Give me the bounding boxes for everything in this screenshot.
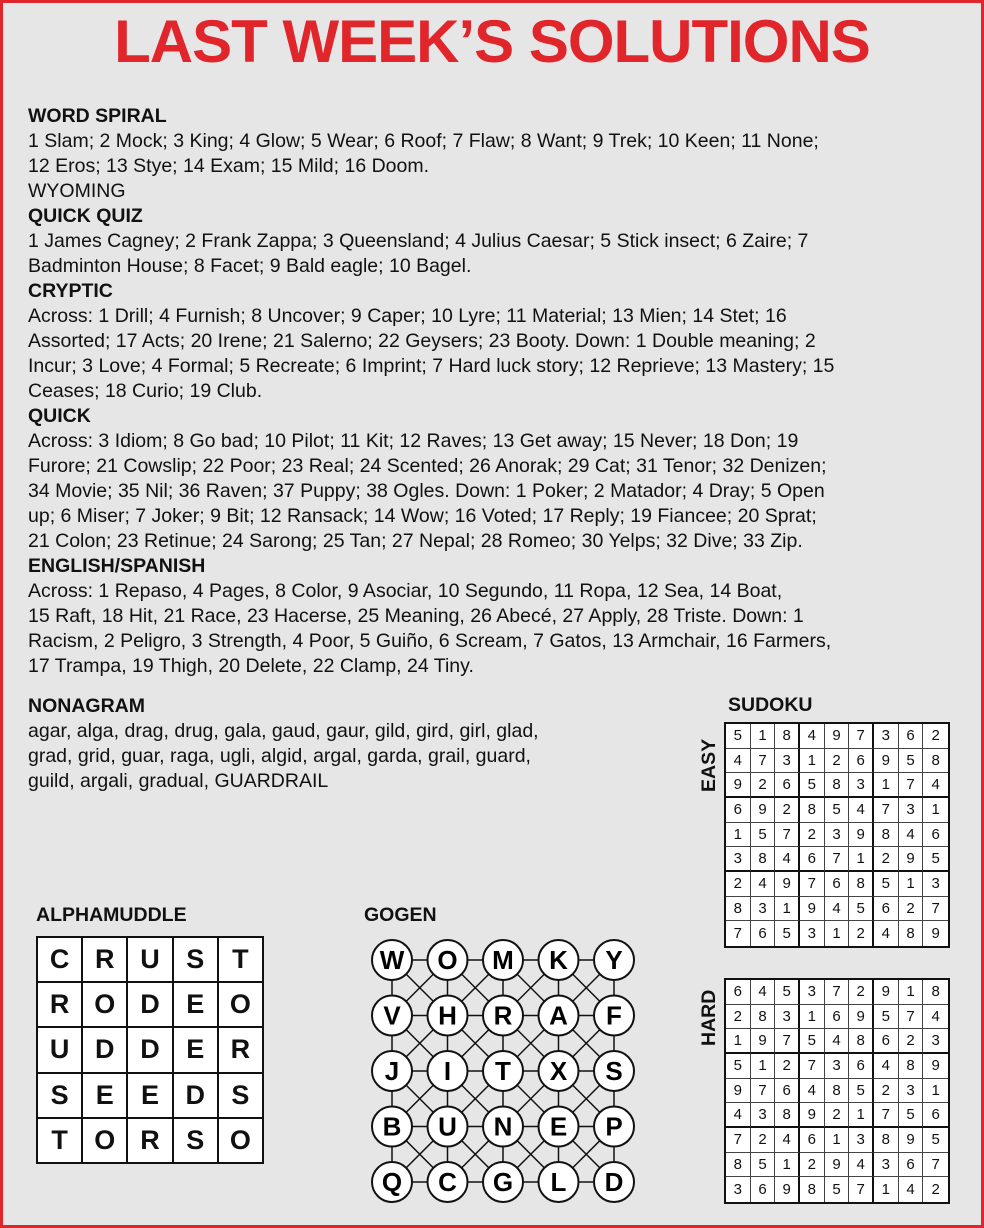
sudoku-easy-cell: 3 bbox=[874, 724, 899, 749]
sudoku-easy-cell: 7 bbox=[923, 897, 948, 922]
gogen-letter: H bbox=[438, 1000, 457, 1031]
sudoku-hard-cell: 3 bbox=[751, 1103, 776, 1128]
sudoku-hard-cell: 5 bbox=[800, 1029, 825, 1054]
sudoku-easy-cell: 6 bbox=[923, 823, 948, 848]
sudoku-hard-cell: 7 bbox=[751, 1079, 776, 1104]
alphamuddle-cell: T bbox=[37, 1118, 82, 1163]
section-line: Ceases; 18 Curio; 19 Club. bbox=[28, 380, 263, 402]
section-heading: QUICK QUIZ bbox=[28, 205, 143, 227]
sudoku-hard-cell: 8 bbox=[726, 1153, 751, 1178]
sudoku-easy-cell: 4 bbox=[800, 724, 825, 749]
sudoku-easy-cell: 3 bbox=[726, 847, 751, 872]
sudoku-easy-cell: 4 bbox=[726, 749, 751, 774]
sudoku-easy-cell: 3 bbox=[849, 773, 874, 798]
sudoku-easy-label: EASY bbox=[698, 738, 720, 792]
sudoku-easy-cell: 2 bbox=[726, 872, 751, 897]
sudoku-easy-cell: 8 bbox=[825, 773, 850, 798]
sudoku-easy-cell: 7 bbox=[874, 798, 899, 823]
section-line: Racism, 2 Peligro, 3 Strength, 4 Poor, 5 Guiño, 6 Scream, 7 Gatos, 13 Armchair, 16 Farmers, bbox=[28, 630, 832, 652]
page-title: LAST WEEK’S SOLUTIONS bbox=[114, 8, 870, 75]
sudoku-hard-cell: 3 bbox=[775, 1005, 800, 1030]
section-line: Across: 3 Idiom; 8 Go bad; 10 Pilot; 11 Kit; 12 Raves; 13 Get away; 15 Never; 18 Don; 19 bbox=[28, 430, 799, 452]
sudoku-easy-cell: 8 bbox=[923, 749, 948, 774]
sudoku-hard-cell: 9 bbox=[726, 1079, 751, 1104]
sudoku-easy-cell: 5 bbox=[751, 823, 776, 848]
sudoku-easy-cell: 8 bbox=[899, 921, 924, 946]
section-heading: WORD SPIRAL bbox=[28, 105, 167, 127]
sudoku-hard-cell: 7 bbox=[899, 1005, 924, 1030]
sudoku-easy-cell: 8 bbox=[800, 798, 825, 823]
alphamuddle-cell: S bbox=[173, 937, 218, 982]
nonagram-line: grad, grid, guar, raga, ugli, algid, argal, garda, grail, guard, bbox=[28, 745, 531, 767]
section-line: 15 Raft, 18 Hit, 21 Race, 23 Hacerse, 25 Meaning, 26 Abecé, 27 Apply, 28 Triste. Down: 1 bbox=[28, 605, 804, 627]
sudoku-easy-cell: 7 bbox=[800, 872, 825, 897]
sudoku-hard-cell: 3 bbox=[923, 1029, 948, 1054]
sudoku-easy-cell: 4 bbox=[874, 921, 899, 946]
gogen-letter: T bbox=[495, 1056, 511, 1086]
sudoku-easy-cell: 4 bbox=[849, 798, 874, 823]
sudoku-easy-cell: 6 bbox=[849, 749, 874, 774]
gogen-heading: GOGEN bbox=[364, 904, 437, 926]
sudoku-hard-cell: 6 bbox=[751, 1177, 776, 1202]
alphamuddle-cell: E bbox=[82, 1073, 127, 1118]
section-heading: QUICK bbox=[28, 405, 91, 427]
sudoku-hard-cell: 9 bbox=[849, 1005, 874, 1030]
gogen-letter: U bbox=[438, 1111, 457, 1142]
sudoku-easy-cell: 1 bbox=[726, 823, 751, 848]
sudoku-hard-cell: 1 bbox=[751, 1054, 776, 1079]
sudoku-easy-cell: 5 bbox=[849, 897, 874, 922]
sudoku-hard-cell: 5 bbox=[726, 1054, 751, 1079]
sudoku-easy-cell: 1 bbox=[751, 724, 776, 749]
sudoku-easy-cell: 9 bbox=[825, 724, 850, 749]
sudoku-easy-cell: 1 bbox=[849, 847, 874, 872]
solutions-text bbox=[28, 104, 958, 679]
gogen-letter: X bbox=[549, 1056, 568, 1086]
sudoku-hard-cell: 8 bbox=[874, 1128, 899, 1153]
sudoku-easy-cell: 5 bbox=[923, 847, 948, 872]
sudoku-easy-cell: 1 bbox=[874, 773, 899, 798]
sudoku-hard-cell: 4 bbox=[899, 1177, 924, 1202]
sudoku-hard-cell: 4 bbox=[849, 1153, 874, 1178]
gogen-letter: G bbox=[492, 1167, 514, 1197]
gogen-grid bbox=[364, 930, 664, 1220]
nonagram-line: guild, argali, gradual, GUARDRAIL bbox=[28, 770, 329, 792]
sudoku-hard-cell: 9 bbox=[800, 1103, 825, 1128]
alphamuddle-cell: R bbox=[37, 982, 82, 1027]
section-line: 34 Movie; 35 Nil; 36 Raven; 37 Puppy; 38 Ogles. Down: 1 Poker; 2 Matador; 4 Dray; 5 Open bbox=[28, 480, 825, 502]
sudoku-easy-cell: 5 bbox=[726, 724, 751, 749]
section-heading: ENGLISH/SPANISH bbox=[28, 555, 206, 577]
sudoku-easy-cell: 5 bbox=[825, 798, 850, 823]
alphamuddle-cell: D bbox=[82, 1027, 127, 1072]
sudoku-easy-cell: 6 bbox=[899, 724, 924, 749]
sudoku-easy-cell: 1 bbox=[825, 921, 850, 946]
sudoku-hard-cell: 1 bbox=[825, 1128, 850, 1153]
alphamuddle-cell: S bbox=[173, 1118, 218, 1163]
alphamuddle-cell: D bbox=[127, 1027, 172, 1072]
section-line: Across: 1 Repaso, 4 Pages, 8 Color, 9 Asociar, 10 Segundo, 11 Ropa, 12 Sea, 14 Boat, bbox=[28, 580, 783, 602]
section-line: Incur; 3 Love; 4 Formal; 5 Recreate; 6 Imprint; 7 Hard luck story; 12 Reprieve; 13 Mastery; 15 bbox=[28, 355, 835, 377]
alphamuddle-cell: O bbox=[218, 1118, 263, 1163]
sudoku-easy-cell: 7 bbox=[849, 724, 874, 749]
sudoku-easy-cell: 5 bbox=[899, 749, 924, 774]
sudoku-hard-cell: 7 bbox=[800, 1054, 825, 1079]
sudoku-hard-cell: 3 bbox=[726, 1177, 751, 1202]
sudoku-hard-cell: 8 bbox=[899, 1054, 924, 1079]
sudoku-easy-cell: 1 bbox=[899, 872, 924, 897]
alphamuddle-cell: D bbox=[173, 1073, 218, 1118]
sudoku-hard-cell: 7 bbox=[726, 1128, 751, 1153]
sudoku-easy-cell: 8 bbox=[775, 724, 800, 749]
sudoku-hard-cell: 2 bbox=[849, 980, 874, 1005]
sudoku-easy-cell: 2 bbox=[923, 724, 948, 749]
alphamuddle-grid bbox=[36, 936, 264, 1164]
sudoku-hard-cell: 4 bbox=[825, 1029, 850, 1054]
sudoku-hard-cell: 3 bbox=[825, 1054, 850, 1079]
sudoku-easy-cell: 9 bbox=[849, 823, 874, 848]
sudoku-easy-cell: 8 bbox=[849, 872, 874, 897]
sudoku-hard-cell: 6 bbox=[923, 1103, 948, 1128]
sudoku-hard-cell: 1 bbox=[874, 1177, 899, 1202]
gogen-letter: P bbox=[605, 1111, 623, 1142]
sudoku-easy-cell: 9 bbox=[874, 749, 899, 774]
sudoku-easy-cell: 8 bbox=[751, 847, 776, 872]
sudoku-easy-cell: 2 bbox=[849, 921, 874, 946]
sudoku-hard-cell: 3 bbox=[874, 1153, 899, 1178]
alphamuddle-cell: S bbox=[218, 1073, 263, 1118]
gogen-letter: M bbox=[492, 945, 514, 975]
section-line: Assorted; 17 Acts; 20 Irene; 21 Salerno; 22 Geysers; 23 Booty. Down: 1 Double meaning; 2 bbox=[28, 330, 816, 352]
section-line: 21 Colon; 23 Retinue; 24 Sarong; 25 Tan; 27 Nepal; 28 Romeo; 30 Yelps; 32 Dive; 33 Zip. bbox=[28, 530, 803, 552]
sudoku-easy-cell: 2 bbox=[775, 798, 800, 823]
alphamuddle-heading: ALPHAMUDDLE bbox=[36, 904, 187, 926]
sudoku-easy-grid bbox=[724, 722, 950, 948]
gogen-letter: O bbox=[437, 945, 458, 975]
alphamuddle-cell: T bbox=[218, 937, 263, 982]
gogen-letter: V bbox=[383, 1000, 401, 1031]
sudoku-easy-cell: 9 bbox=[931, 925, 940, 943]
sudoku-easy-cell: 3 bbox=[899, 798, 924, 823]
alphamuddle-cell: O bbox=[218, 982, 263, 1027]
sudoku-hard-cell: 3 bbox=[800, 980, 825, 1005]
section-line: Badminton House; 8 Facet; 9 Bald eagle; 10 Bagel. bbox=[28, 255, 472, 277]
sudoku-hard-cell: 8 bbox=[751, 1005, 776, 1030]
sudoku-easy-cell: 2 bbox=[825, 749, 850, 774]
sudoku-hard-cell: 5 bbox=[775, 980, 800, 1005]
sudoku-easy-cell: 4 bbox=[899, 823, 924, 848]
sudoku-easy-cell: 4 bbox=[775, 847, 800, 872]
gogen-letter: R bbox=[493, 1000, 513, 1031]
section-line: Furore; 21 Cowslip; 22 Poor; 23 Real; 24 Scented; 26 Anorak; 29 Cat; 31 Tenor; 32 Denizen; bbox=[28, 455, 827, 477]
gogen-letter: E bbox=[549, 1111, 568, 1142]
sudoku-hard-cell: 8 bbox=[800, 1177, 825, 1202]
sudoku-easy-cell: 4 bbox=[825, 897, 850, 922]
sudoku-easy-cell: 7 bbox=[825, 847, 850, 872]
alphamuddle-cell: R bbox=[127, 1118, 172, 1163]
sudoku-hard-cell: 2 bbox=[800, 1153, 825, 1178]
section-line: WYOMING bbox=[28, 180, 126, 202]
gogen-letter: L bbox=[550, 1167, 567, 1197]
sudoku-easy-cell: 4 bbox=[751, 872, 776, 897]
sudoku-hard-cell: 3 bbox=[849, 1128, 874, 1153]
sudoku-hard-cell: 9 bbox=[874, 980, 899, 1005]
sudoku-hard-cell: 8 bbox=[775, 1103, 800, 1128]
sudoku-hard-cell: 1 bbox=[849, 1103, 874, 1128]
gogen-letter: B bbox=[382, 1111, 402, 1142]
sudoku-hard-cell: 5 bbox=[923, 1128, 948, 1153]
gogen-letter: Y bbox=[605, 945, 623, 975]
alphamuddle-cell: E bbox=[127, 1073, 172, 1118]
sudoku-hard-cell: 6 bbox=[800, 1128, 825, 1153]
sudoku-hard-cell: 2 bbox=[751, 1128, 776, 1153]
sudoku-hard-cell: 2 bbox=[899, 1029, 924, 1054]
sudoku-hard-cell: 7 bbox=[775, 1029, 800, 1054]
sudoku-hard-cell: 9 bbox=[825, 1153, 850, 1178]
section-heading: CRYPTIC bbox=[28, 280, 113, 302]
sudoku-hard-cell: 2 bbox=[726, 1005, 751, 1030]
sudoku-heading: SUDOKU bbox=[728, 694, 813, 716]
sudoku-hard-cell: 6 bbox=[775, 1079, 800, 1104]
sudoku-easy-cell: 6 bbox=[874, 897, 899, 922]
sudoku-hard-cell: 5 bbox=[751, 1153, 776, 1178]
sudoku-hard-cell: 5 bbox=[874, 1005, 899, 1030]
sudoku-hard-cell: 7 bbox=[874, 1103, 899, 1128]
sudoku-easy-cell: 7 bbox=[775, 823, 800, 848]
sudoku-hard-cell: 9 bbox=[923, 1054, 948, 1079]
sudoku-hard-cell: 4 bbox=[800, 1079, 825, 1104]
sudoku-hard-cell: 4 bbox=[751, 980, 776, 1005]
sudoku-easy-cell: 9 bbox=[800, 897, 825, 922]
sudoku-easy-cell: 2 bbox=[874, 847, 899, 872]
section-line: 1 James Cagney; 2 Frank Zappa; 3 Queensland; 4 Julius Caesar; 5 Stick insect; 6 Zaire; 7 bbox=[28, 230, 809, 252]
sudoku-hard-cell: 9 bbox=[899, 1128, 924, 1153]
alphamuddle-cell: O bbox=[82, 982, 127, 1027]
sudoku-hard-cell: 2 bbox=[825, 1103, 850, 1128]
sudoku-hard-cell: 1 bbox=[726, 1029, 751, 1054]
sudoku-easy-cell: 6 bbox=[726, 798, 751, 823]
sudoku-hard-cell: 7 bbox=[923, 1153, 948, 1178]
sudoku-hard-cell: 7 bbox=[825, 980, 850, 1005]
gogen-letter: Q bbox=[381, 1167, 403, 1197]
gogen-letter: F bbox=[606, 1000, 622, 1031]
gogen-letter: A bbox=[549, 1000, 568, 1031]
alphamuddle-cell: O bbox=[82, 1118, 127, 1163]
sudoku-easy-cell: 6 bbox=[800, 847, 825, 872]
sudoku-easy-cell: 7 bbox=[726, 921, 751, 946]
sudoku-hard-cell: 4 bbox=[874, 1054, 899, 1079]
sudoku-easy-cell: 6 bbox=[825, 872, 850, 897]
sudoku-easy-cell: 9 bbox=[726, 773, 751, 798]
sudoku-easy-cell: 3 bbox=[800, 921, 825, 946]
sudoku-easy-cell: 9 bbox=[775, 872, 800, 897]
sudoku-easy-cell: 6 bbox=[775, 773, 800, 798]
sudoku-hard-grid bbox=[724, 978, 950, 1204]
sudoku-hard-cell: 1 bbox=[923, 1079, 948, 1104]
sudoku-easy-cell: 2 bbox=[800, 823, 825, 848]
alphamuddle-cell: E bbox=[173, 1027, 218, 1072]
sudoku-easy-cell: 4 bbox=[923, 773, 948, 798]
sudoku-hard-cell: 2 bbox=[775, 1054, 800, 1079]
gogen-letter: W bbox=[379, 945, 405, 975]
sudoku-hard-label: HARD bbox=[698, 989, 720, 1046]
sudoku-easy-cell: 9 bbox=[751, 798, 776, 823]
alphamuddle-cell: R bbox=[82, 937, 127, 982]
sudoku-easy-cell: 5 bbox=[775, 921, 800, 946]
sudoku-hard-cell: 6 bbox=[874, 1029, 899, 1054]
sudoku-hard-cell: 5 bbox=[825, 1177, 850, 1202]
nonagram-line: agar, alga, drag, drug, gala, gaud, gaur, gild, gird, girl, glad, bbox=[28, 720, 539, 742]
sudoku-hard-cell: 8 bbox=[923, 980, 948, 1005]
sudoku-easy-cell: 3 bbox=[825, 823, 850, 848]
gogen-letter: I bbox=[443, 1056, 452, 1086]
sudoku-easy-cell: 8 bbox=[874, 823, 899, 848]
sudoku-hard-cell: 1 bbox=[800, 1005, 825, 1030]
sudoku-easy-cell: 1 bbox=[800, 749, 825, 774]
section-line: up; 6 Miser; 7 Joker; 9 Bit; 12 Ransack; 14 Wow; 16 Voted; 17 Reply; 19 Fiancee; 20 Sprat; bbox=[28, 505, 817, 527]
sudoku-hard-cell: 1 bbox=[775, 1153, 800, 1178]
sudoku-hard-cell: 3 bbox=[899, 1079, 924, 1104]
sudoku-hard-cell: 6 bbox=[726, 980, 751, 1005]
section-line: 17 Trampa, 19 Thigh, 20 Delete, 22 Clamp, 24 Tiny. bbox=[28, 655, 474, 677]
alphamuddle-cell: R bbox=[218, 1027, 263, 1072]
sudoku-easy-cell: 7 bbox=[751, 749, 776, 774]
sudoku-hard-cell: 4 bbox=[923, 1005, 948, 1030]
alphamuddle-cell: S bbox=[37, 1073, 82, 1118]
sudoku-easy-cell: 7 bbox=[899, 773, 924, 798]
alphamuddle-cell: U bbox=[127, 937, 172, 982]
sudoku-hard-cell: 2 bbox=[874, 1079, 899, 1104]
nonagram-section bbox=[28, 694, 648, 794]
sudoku-easy-cell: 3 bbox=[923, 872, 948, 897]
nonagram-heading: NONAGRAM bbox=[28, 695, 145, 717]
sudoku-hard-cell: 9 bbox=[775, 1177, 800, 1202]
sudoku-hard-cell: 8 bbox=[849, 1029, 874, 1054]
alphamuddle-cell: U bbox=[37, 1027, 82, 1072]
sudoku-easy-cell: 5 bbox=[800, 773, 825, 798]
sudoku-easy-cell: 3 bbox=[775, 749, 800, 774]
sudoku-hard-cell: 9 bbox=[751, 1029, 776, 1054]
alphamuddle-cell: D bbox=[127, 982, 172, 1027]
sudoku-easy-cell: 3 bbox=[751, 897, 776, 922]
section-line: 1 Slam; 2 Mock; 3 King; 4 Glow; 5 Wear; 6 Roof; 7 Flaw; 8 Want; 9 Trek; 10 Keen; 11 None; bbox=[28, 130, 819, 152]
sudoku-hard-cell: 5 bbox=[899, 1103, 924, 1128]
sudoku-easy-cell: 9 bbox=[899, 847, 924, 872]
gogen-letter: D bbox=[604, 1167, 624, 1197]
alphamuddle-cell: E bbox=[173, 982, 218, 1027]
sudoku-easy-cell: 5 bbox=[874, 872, 899, 897]
sudoku-hard-cell: 5 bbox=[849, 1079, 874, 1104]
gogen-letter: S bbox=[605, 1056, 623, 1086]
sudoku-hard-cell: 6 bbox=[825, 1005, 850, 1030]
sudoku-easy-cell: 6 bbox=[751, 921, 776, 946]
sudoku-hard-cell: 7 bbox=[849, 1177, 874, 1202]
sudoku-hard-cell: 8 bbox=[825, 1079, 850, 1104]
sudoku-easy-cell: 8 bbox=[726, 897, 751, 922]
section-line: Across: 1 Drill; 4 Furnish; 8 Uncover; 9 Caper; 10 Lyre; 11 Material; 13 Mien; 14 Stet; 16 bbox=[28, 305, 787, 327]
gogen-letter: C bbox=[438, 1167, 457, 1197]
alphamuddle-cell: C bbox=[37, 937, 82, 982]
sudoku-hard-cell: 2 bbox=[931, 1181, 940, 1199]
sudoku-hard-cell: 1 bbox=[899, 980, 924, 1005]
sudoku-hard-cell: 6 bbox=[899, 1153, 924, 1178]
sudoku-easy-cell: 1 bbox=[923, 798, 948, 823]
sudoku-hard-cell: 6 bbox=[849, 1054, 874, 1079]
sudoku-hard-cell: 4 bbox=[726, 1103, 751, 1128]
gogen-letter: J bbox=[384, 1056, 400, 1086]
sudoku-easy-cell: 1 bbox=[775, 897, 800, 922]
sudoku-easy-cell: 2 bbox=[751, 773, 776, 798]
gogen-letter: N bbox=[493, 1111, 513, 1142]
gogen-letter: K bbox=[549, 945, 568, 975]
sudoku-easy-cell: 2 bbox=[899, 897, 924, 922]
sudoku-hard-cell: 4 bbox=[775, 1128, 800, 1153]
section-line: 12 Eros; 13 Stye; 14 Exam; 15 Mild; 16 Doom. bbox=[28, 155, 430, 177]
